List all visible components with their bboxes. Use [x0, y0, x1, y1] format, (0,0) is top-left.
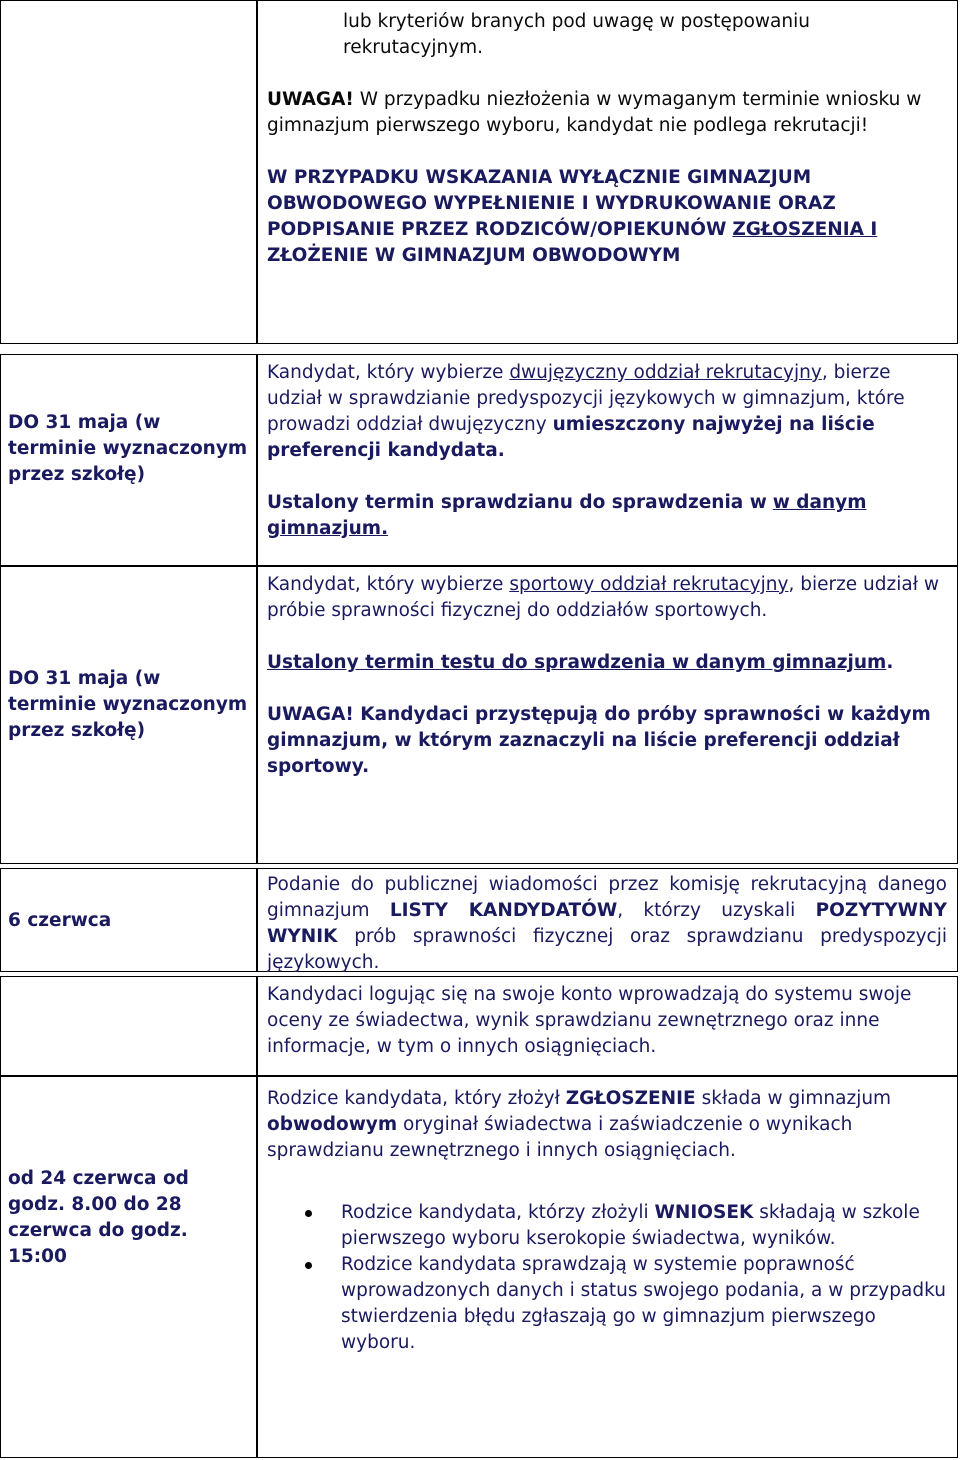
row4-content	[267, 982, 947, 1060]
row5-date	[8, 1166, 250, 1270]
text: , którzy uzyskali	[617, 900, 796, 921]
row3-content	[267, 872, 947, 976]
caps-underlined: ZGŁOSZENIA I	[732, 219, 878, 240]
text: prób sprawności fizycznej oraz sprawdzianu predyspozycji językowych.	[267, 926, 947, 973]
text: Rodzice kandydata, którzy złożyli	[341, 1202, 649, 1223]
text: składają w szkole pierwszego wyboru kserokopie świadectwa, wyników.	[341, 1202, 920, 1249]
left-cell-row4	[0, 976, 257, 1076]
row5-content	[267, 1086, 947, 1356]
login-paragraph: Kandydaci logując się na swoje konto wprowadzają do systemu swoje oceny ze świadectwa, wynik sprawdzianu zewnętrznego oraz inne informacje, w tym o innych osiągnięciach.	[267, 984, 912, 1057]
documents-paragraph	[267, 1086, 947, 1164]
date-label: DO 31 maja (w terminie wyznaczonym przez szkołę)	[8, 668, 248, 741]
text: oryginał świadectwa i zaświadczenie o wynikach sprawdzianu zewnętrznego i innych osiągnięciach.	[267, 1114, 853, 1161]
row3-date	[8, 908, 250, 934]
row1-date	[8, 410, 250, 488]
text: Rodzice kandydata sprawdzają w systemie poprawność wprowadzonych danych i status swojego podania, a w przypadku stwierdzenia błędu zgłaszają go w gimnazjum pierwszego wyboru.	[341, 1254, 946, 1353]
text: Kandydat, który wybierze	[267, 574, 504, 595]
uwaga-text: W przypadku niezłożenia w wymaganym terminie wniosku w gimnazjum pierwszego wyboru, kandydat nie podlega rekrutacji!	[267, 89, 922, 136]
bold-text: obwodowym	[267, 1114, 398, 1135]
date-label: DO 31 maja (w terminie wyznaczonym przez szkołę)	[8, 412, 248, 485]
list-item	[267, 1200, 947, 1252]
text: , bierze udział w próbie sprawności fizycznej do oddziałów sportowych.	[267, 574, 939, 621]
bold-text: Ustalony termin sprawdzianu do sprawdzenia w	[267, 492, 767, 513]
underlined-text: Ustalony termin testu do sprawdzenia w danym gimnazjum	[267, 652, 887, 673]
uwaga-note	[267, 87, 947, 139]
caps-instruction	[267, 165, 947, 269]
language-class-link: dwujęzyczny oddział rekrutacyjny	[509, 362, 822, 383]
text: .	[886, 652, 894, 673]
language-paragraph	[267, 360, 947, 464]
bold-text: WNIOSEK	[654, 1202, 754, 1223]
underlined-text: w danym gimnazjum.	[267, 492, 867, 539]
text: , bierze udział w sprawdzianie predyspozycji językowych w gimnazjum, które prowadzi oddział dwujęzyczny	[267, 362, 905, 435]
continued-line-2: rekrutacyjnym.	[343, 37, 484, 58]
uwaga-text: UWAGA! Kandydaci przystępują do próby sprawności w każdym gimnazjum, w którym zaznaczyli na liście preferencji oddział sportowy.	[267, 704, 931, 777]
row2-date	[8, 666, 250, 744]
results-paragraph	[267, 872, 947, 976]
sport-paragraph	[267, 572, 947, 624]
bold-text: POZYTYWNY WYNIK	[267, 900, 947, 947]
row2-content	[267, 572, 947, 780]
caps-part1: W PRZYPADKU WSKAZANIA WYŁĄCZNIE GIMNAZJUM OBWODOWEGO WYPEŁNIENIE I WYDRUKOWANIE ORAZ PODPISANIE PRZEZ RODZICÓW/OPIEKUNÓW	[267, 167, 836, 240]
bold-text: ZGŁOSZENIE	[565, 1088, 696, 1109]
text: Kandydat, który wybierze	[267, 362, 504, 383]
caps-part2: ZŁOŻENIE W GIMNAZJUM OBWODOWYM	[267, 245, 681, 266]
uwaga-label: UWAGA!	[267, 89, 354, 110]
left-cell-row0	[0, 0, 257, 344]
text: Podanie do publicznej wiadomości przez komisję rekrutacyjną danego gimnazjum	[267, 874, 947, 921]
bullet-list	[267, 1200, 947, 1356]
text: Rodzice kandydata, który złożył	[267, 1088, 560, 1109]
sport-class-link: sportowy oddział rekrutacyjny	[509, 574, 789, 595]
date-label: od 24 czerwca od godz. 8.00 do 28 czerwca do godz. 15:00	[8, 1168, 189, 1267]
row1-content	[267, 360, 947, 542]
text: składa w gimnazjum	[701, 1088, 892, 1109]
list-item	[267, 1252, 947, 1356]
bold-text: LISTY KANDYDATÓW	[389, 900, 618, 921]
date-label: 6 czerwca	[8, 910, 112, 931]
test-date-note	[267, 490, 947, 542]
uwaga-note	[267, 702, 947, 780]
bold-text: umieszczony najwyżej na liście preferencji kandydata.	[267, 414, 875, 461]
row0-content	[267, 9, 947, 269]
test-date-note	[267, 650, 947, 676]
continued-line: lub kryteriów branych pod uwagę w postępowaniu	[343, 11, 810, 32]
